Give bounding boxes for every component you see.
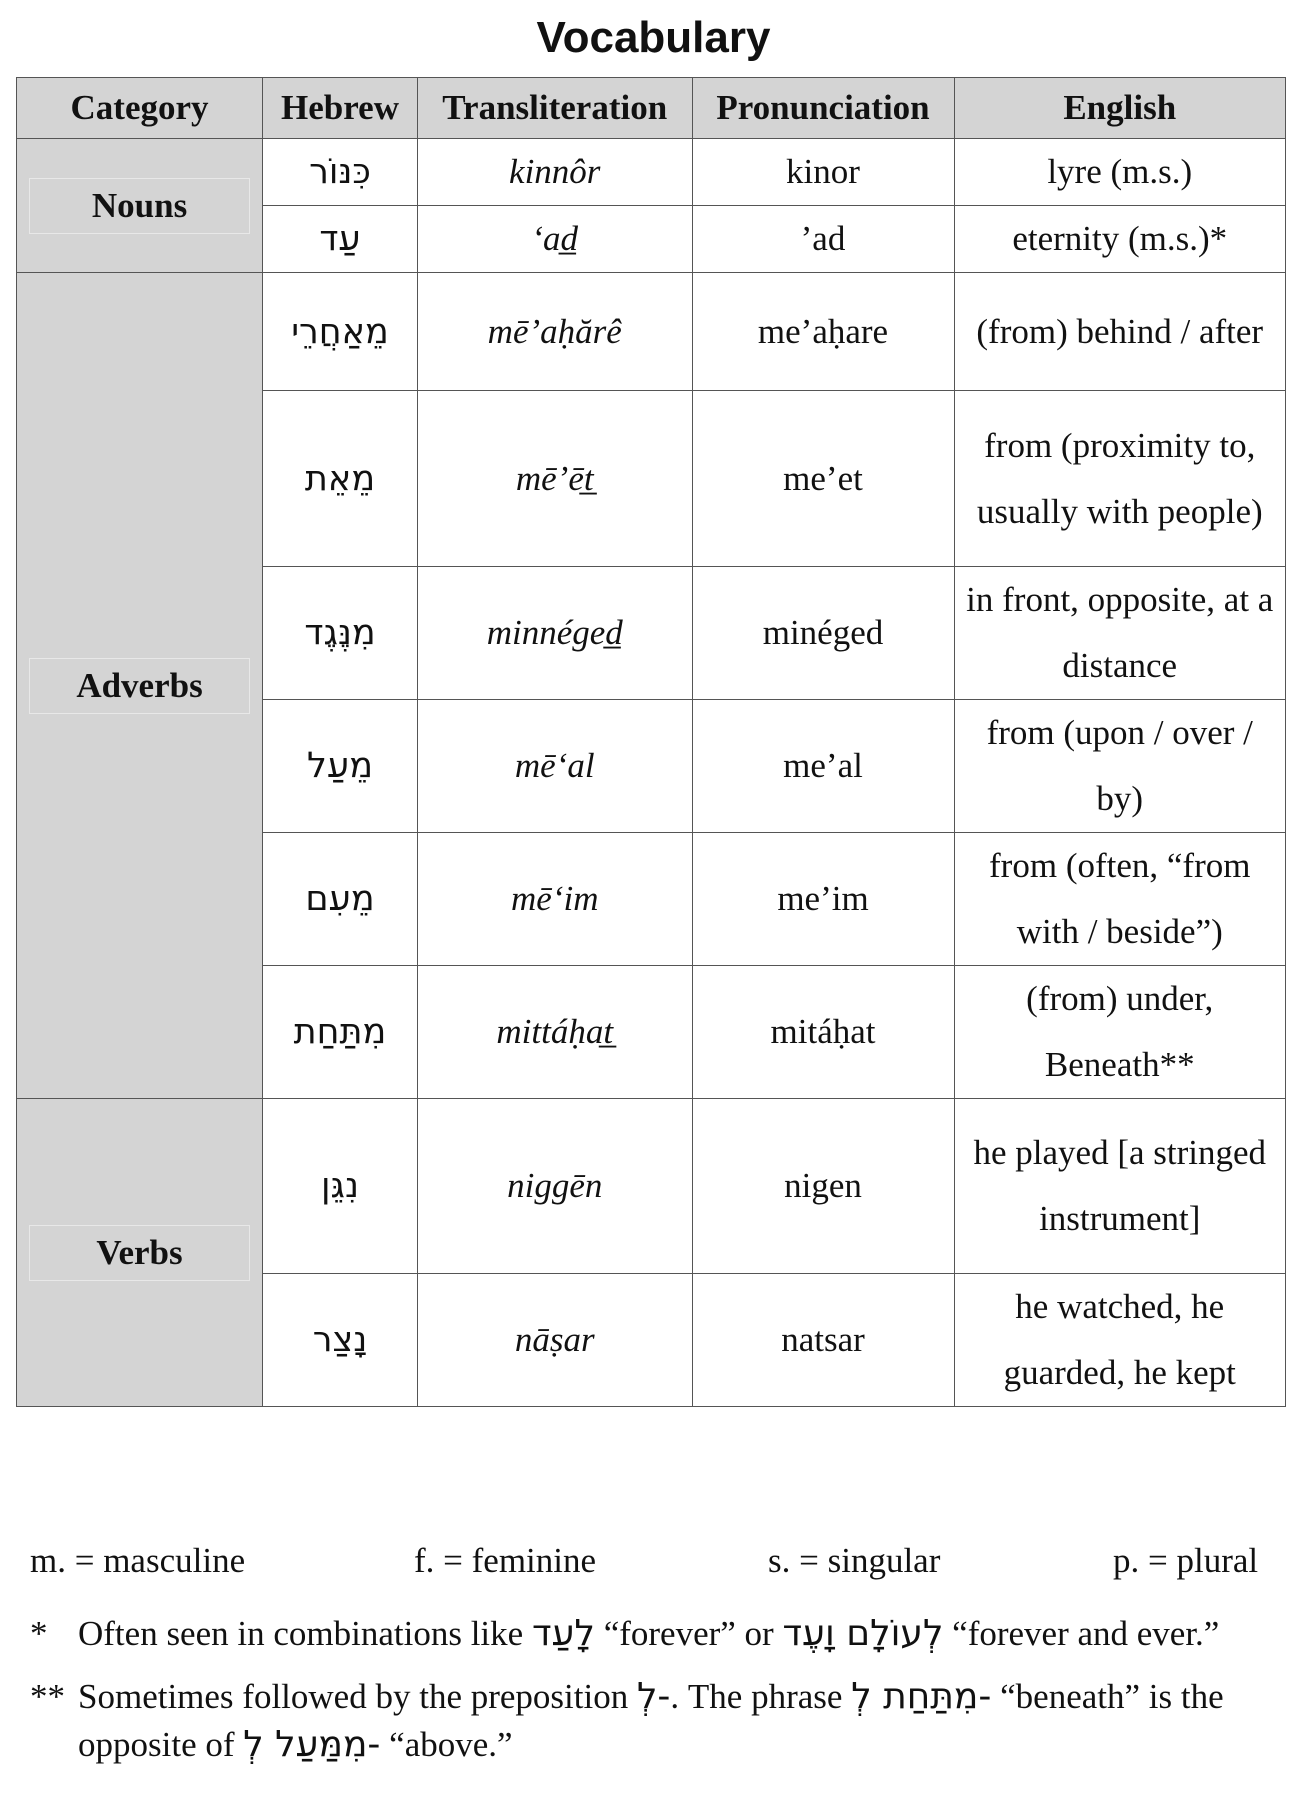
header-row: [17, 78, 1286, 139]
legend-masculine: m. = masculine: [30, 1541, 246, 1580]
table-row: [17, 1099, 1286, 1274]
category-nouns: [17, 139, 263, 273]
hebrew-phrase: לְעוֹלָם וָעֶד: [782, 1613, 944, 1654]
transliteration-cell: mē‘al: [417, 700, 692, 833]
footnote-text: “beneath” is the opposite of: [78, 1677, 1224, 1764]
english-cell: from (often, “from with / beside”): [954, 833, 1286, 966]
hebrew-cell: מִנֶּגֶד: [263, 567, 418, 700]
legend-feminine: f. = feminine: [414, 1541, 597, 1580]
pronunciation-cell: minéged: [692, 567, 954, 700]
legend-plural: p. = plural: [1113, 1541, 1259, 1580]
hebrew-phrase: -מִמַּעַל לְ: [243, 1724, 381, 1765]
transliteration-cell: nāṣar: [417, 1274, 692, 1407]
footnote-mark: *: [30, 1614, 48, 1653]
category-label: Verbs: [29, 1225, 250, 1281]
header-transliteration: Transliteration: [417, 78, 692, 139]
english-cell: in front, opposite, at a distance: [954, 567, 1286, 700]
header-hebrew: Hebrew: [263, 78, 418, 139]
page-title: Vocabulary: [536, 13, 771, 62]
pronunciation-cell: ’ad: [692, 206, 954, 273]
english-cell: eternity (m.s.)*: [954, 206, 1286, 273]
header-english: English: [954, 78, 1286, 139]
footnote-text: . The phrase: [670, 1677, 843, 1716]
footnote-2: [30, 1673, 1290, 1769]
legend-singular: s. = singular: [768, 1541, 941, 1580]
transliteration-cell: mē’aḥărê: [417, 273, 692, 391]
table-row: [17, 273, 1286, 391]
english-cell: lyre (m.s.): [954, 139, 1286, 206]
transliteration-cell: mē’ēt̲: [417, 391, 692, 567]
transliteration-cell: niggēn: [417, 1099, 692, 1274]
hebrew-cell: מֵעִם: [263, 833, 418, 966]
category-adverbs: [17, 273, 263, 1099]
english-cell: from (proximity to, usually with people): [954, 391, 1286, 567]
english-cell: (from) under, Beneath**: [954, 966, 1286, 1099]
pronunciation-cell: nigen: [692, 1099, 954, 1274]
pronunciation-cell: me’al: [692, 700, 954, 833]
footnote-text: Often seen in combinations like: [78, 1614, 524, 1653]
transliteration-cell: mittáḥat̲: [417, 966, 692, 1099]
pronunciation-cell: me’et: [692, 391, 954, 567]
footnote-mark: **: [30, 1677, 65, 1716]
hebrew-cell: מֵעַל: [263, 700, 418, 833]
header-pronunciation: Pronunciation: [692, 78, 954, 139]
hebrew-cell: נָצַר: [263, 1274, 418, 1407]
category-label: Nouns: [29, 178, 250, 234]
hebrew-cell: מִתַּחַת: [263, 966, 418, 1099]
hebrew-phrase: לָעַד: [531, 1613, 595, 1654]
pronunciation-cell: kinor: [692, 139, 954, 206]
category-verbs: [17, 1099, 263, 1407]
category-label: Adverbs: [29, 658, 250, 714]
hebrew-phrase: -מִתַּחַת לְ: [851, 1676, 992, 1717]
hebrew-cell: עַד: [263, 206, 418, 273]
english-cell: from (upon / over / by): [954, 700, 1286, 833]
english-cell: he watched, he guarded, he kept: [954, 1274, 1286, 1407]
transliteration-cell: kinnôr: [417, 139, 692, 206]
transliteration-cell: mē‘im: [417, 833, 692, 966]
pronunciation-cell: natsar: [692, 1274, 954, 1407]
english-cell: (from) behind / after: [954, 273, 1286, 391]
footnote-1: [30, 1610, 1290, 1658]
footnote-text: Sometimes followed by the preposition: [78, 1677, 629, 1716]
transliteration-cell: minnéged̲: [417, 567, 692, 700]
header-category: Category: [17, 78, 263, 139]
footnote-text: “above.”: [389, 1725, 513, 1764]
footnote-text: “forever” or: [603, 1614, 774, 1653]
abbreviation-legend: [30, 1535, 1270, 1587]
hebrew-cell: נִגֵּן: [263, 1099, 418, 1274]
transliteration-cell: ‘ad̲: [417, 206, 692, 273]
vocabulary-table: [16, 77, 1286, 1407]
english-cell: he played [a stringed instrument]: [954, 1099, 1286, 1274]
pronunciation-cell: mitáḥat: [692, 966, 954, 1099]
table-row: [17, 139, 1286, 206]
hebrew-cell: מֵאַחֲרֵי: [263, 273, 418, 391]
pronunciation-cell: me’aḥare: [692, 273, 954, 391]
hebrew-cell: כִּנּוֹר: [263, 139, 418, 206]
pronunciation-cell: me’im: [692, 833, 954, 966]
footnote-text: “forever and ever.”: [952, 1614, 1220, 1653]
hebrew-phrase: -לְ: [636, 1676, 671, 1717]
hebrew-cell: מֵאֵת: [263, 391, 418, 567]
